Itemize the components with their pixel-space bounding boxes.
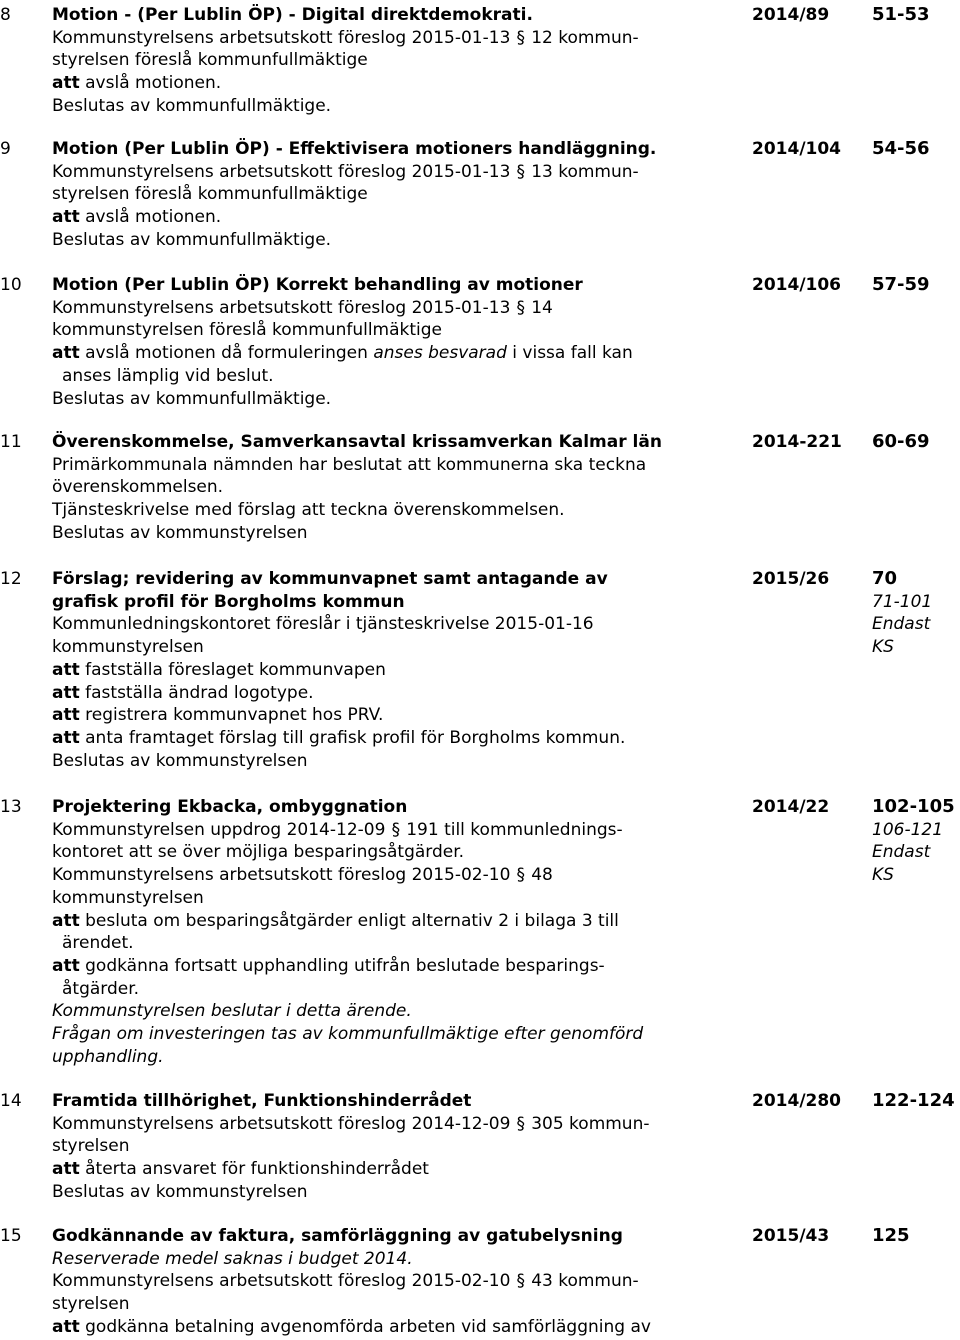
item-pages	[872, 1090, 955, 1113]
item-pages	[872, 568, 932, 659]
item-text-line	[52, 659, 732, 682]
att-keyword: att	[52, 955, 80, 976]
text-segment: Projektering Ekbacka, ombyggnation	[52, 797, 408, 817]
att-keyword: att	[52, 1316, 80, 1337]
item-text-line	[52, 161, 732, 184]
text-segment: 305 kommun-	[525, 1113, 650, 1134]
item-page-range: 51-53	[872, 4, 930, 25]
text-segment: styrelsen föreslå kommunfullmäktige	[52, 184, 368, 205]
text-segment: Kommunstyrelsens arbetsutskott föreslog 2015-01-13	[52, 27, 516, 48]
item-page-range: 125	[872, 1225, 910, 1246]
item-number: 12	[0, 569, 22, 589]
item-diary-number: 2014/89	[752, 5, 830, 25]
item-text-line	[52, 636, 732, 659]
text-segment: Förslag; revidering av kommunvapnet samt antagande av	[52, 569, 608, 589]
text-segment: Kommunstyrelsen beslutar i detta ärende.	[52, 1001, 412, 1022]
item-page-note: 106-121	[872, 819, 944, 840]
item-pages	[872, 138, 930, 161]
item-page-note: KS	[872, 637, 894, 658]
item-number: 9	[0, 139, 11, 159]
text-segment: Beslutas av kommunfullmäktige.	[52, 388, 332, 409]
item-text-line	[52, 49, 732, 72]
item-page-range: 70	[872, 568, 898, 589]
text-segment: ärendet.	[62, 933, 134, 954]
text-segment: avslå motionen då formuleringen	[79, 343, 374, 364]
text-segment: kontoret att se över möjliga besparingsåtgärder.	[52, 842, 465, 863]
item-text-line	[52, 1113, 732, 1136]
item-number: 14	[0, 1091, 22, 1111]
item-text-line	[52, 319, 732, 342]
item-pages	[872, 431, 930, 454]
item-pages	[872, 274, 930, 297]
text-segment: styrelsen	[52, 1136, 130, 1157]
text-segment: Framtida tillhörighet, Funktionshinderrådet	[52, 1091, 472, 1111]
item-text-line	[52, 95, 732, 118]
text-segment: fastställa ändrad logotype.	[79, 682, 314, 703]
item-diary-number: 2014/106	[752, 275, 842, 295]
item-text-line	[52, 727, 732, 750]
text-segment: 13 kommun-	[525, 161, 639, 182]
item-text-line	[52, 297, 732, 320]
text-segment: upphandling.	[52, 1046, 164, 1067]
item-page-range: 102-105	[872, 796, 955, 817]
item-pages	[872, 796, 955, 887]
item-text-line	[52, 1046, 732, 1069]
item-text-line	[52, 388, 732, 411]
item-text-line	[52, 454, 732, 477]
item-text-line	[52, 568, 732, 591]
att-keyword: att	[52, 207, 80, 228]
text-segment: Godkännande av faktura, samförläggning av gatubelysning	[52, 1226, 623, 1246]
item-text-line	[52, 72, 732, 95]
item-text-line	[52, 1181, 732, 1204]
item-text-line	[52, 704, 732, 727]
item-page-range: 57-59	[872, 274, 930, 295]
item-text-line	[52, 499, 732, 522]
item-diary-number: 2015/43	[752, 1226, 830, 1246]
item-text-line	[52, 138, 732, 161]
item-text-line	[52, 887, 732, 910]
text-segment: Kommunstyrelsens arbetsutskott föreslog 2015-01-13	[52, 161, 516, 182]
text-segment: styrelsen föreslå kommunfullmäktige	[52, 50, 368, 71]
text-segment: 14	[525, 297, 553, 318]
item-number: 10	[0, 275, 22, 295]
text-segment: överenskommelsen.	[52, 477, 224, 498]
text-segment: kommunstyrelsen	[52, 887, 204, 908]
section-symbol: §	[516, 297, 526, 318]
item-text-line	[52, 682, 732, 705]
item-page-range: 54-56	[872, 138, 930, 159]
text-segment: i vissa fall kan	[506, 343, 633, 364]
item-text-line	[52, 1000, 732, 1023]
text-segment: 12 kommun-	[525, 27, 639, 48]
text-segment: 48	[525, 865, 553, 886]
item-body	[52, 1090, 732, 1204]
item-text-line	[52, 932, 732, 955]
att-keyword: att	[52, 1159, 80, 1180]
item-pages	[872, 1225, 910, 1248]
text-segment: Kommunstyrelsens arbetsutskott föreslog 2014-12-09	[52, 1113, 516, 1134]
text-segment: Beslutas av kommunfullmäktige.	[52, 229, 332, 250]
item-page-range: 60-69	[872, 431, 930, 452]
item-text-line	[52, 1248, 732, 1271]
item-body	[52, 1225, 732, 1339]
item-text-line	[52, 1225, 732, 1248]
item-text-line	[52, 431, 732, 454]
text-segment: Kommunstyrelsens arbetsutskott föreslog 2015-02-10	[52, 865, 516, 886]
item-text-line	[52, 1270, 732, 1293]
item-number: 13	[0, 797, 22, 817]
section-symbol: §	[391, 819, 401, 840]
item-text-line	[52, 955, 732, 978]
text-segment: avslå motionen.	[79, 207, 222, 228]
item-page-note: 71-101	[872, 591, 933, 612]
item-page-note: Endast	[872, 842, 931, 863]
text-segment: 191 till kommunlednings-	[400, 819, 623, 840]
item-number: 15	[0, 1226, 22, 1246]
item-body	[52, 274, 732, 410]
item-text-line	[52, 27, 732, 50]
text-segment: Beslutas av kommunstyrelsen	[52, 522, 308, 543]
item-number: 11	[0, 432, 22, 452]
text-segment: Kommunstyrelsens arbetsutskott föreslog 2015-02-10	[52, 1271, 516, 1292]
text-segment: anta framtaget förslag till grafisk profil för Borgholms kommun.	[79, 727, 626, 748]
item-body	[52, 138, 732, 252]
text-segment: återta ansvaret för funktionshinderrådet	[79, 1159, 429, 1180]
item-text-line	[52, 342, 732, 365]
text-segment: anses lämplig vid beslut.	[62, 365, 274, 386]
item-body	[52, 568, 732, 772]
item-text-line	[52, 819, 732, 842]
text-segment: registrera kommunvapnet hos PRV.	[79, 705, 384, 726]
item-text-line	[52, 1023, 732, 1046]
text-segment: Frågan om investeringen tas av kommunfullmäktige efter genomförd	[52, 1024, 644, 1045]
item-number: 8	[0, 5, 11, 25]
text-segment: Kommunstyrelsens arbetsutskott föreslog 2015-01-13	[52, 297, 516, 318]
text-segment: åtgärder.	[62, 978, 140, 999]
item-body	[52, 796, 732, 1068]
text-segment: Beslutas av kommunfullmäktige.	[52, 95, 332, 116]
item-diary-number: 2014/22	[752, 797, 830, 817]
item-page-note: Endast	[872, 614, 931, 635]
item-body	[52, 4, 732, 118]
item-text-line	[52, 1090, 732, 1113]
section-symbol: §	[516, 27, 526, 48]
item-diary-number: 2014/104	[752, 139, 842, 159]
item-text-line	[52, 1135, 732, 1158]
item-body	[52, 431, 732, 545]
item-text-line	[52, 476, 732, 499]
text-segment: Motion (Per Lublin ÖP) Korrekt behandling av motioner	[52, 275, 583, 295]
text-segment: godkänna betalning avgenomförda arbeten vid samförläggning av	[79, 1316, 651, 1337]
item-text-line	[52, 4, 732, 27]
text-segment: avslå motionen.	[79, 73, 222, 94]
text-segment: anses besvarad	[373, 343, 507, 364]
att-keyword: att	[52, 727, 80, 748]
item-text-line	[52, 864, 732, 887]
text-segment: Kommunstyrelsen uppdrog 2014-12-09	[52, 819, 391, 840]
text-segment: fastställa föreslaget kommunvapen	[79, 659, 386, 680]
item-text-line	[52, 1316, 732, 1339]
item-diary-number: 2015/26	[752, 569, 830, 589]
item-text-line	[52, 522, 732, 545]
att-keyword: att	[52, 343, 80, 364]
item-text-line	[52, 1293, 732, 1316]
text-segment: kommunstyrelsen	[52, 637, 204, 658]
item-text-line	[52, 750, 732, 773]
section-symbol: §	[516, 865, 526, 886]
section-symbol: §	[516, 1113, 526, 1134]
section-symbol: §	[516, 1271, 526, 1292]
item-diary-number: 2014-221	[752, 432, 842, 452]
text-segment: Kommunledningskontoret föreslår i tjänsteskrivelse 2015-01-16	[52, 614, 594, 635]
item-text-line	[52, 206, 732, 229]
section-symbol: §	[516, 161, 526, 182]
item-text-line	[52, 365, 732, 388]
text-segment: Motion - (Per Lublin ÖP) - Digital direktdemokrati.	[52, 5, 533, 25]
item-text-line	[52, 613, 732, 636]
item-text-line	[52, 1158, 732, 1181]
text-segment: Reserverade medel saknas i budget 2014.	[52, 1248, 413, 1269]
text-segment: Beslutas av kommunstyrelsen	[52, 750, 308, 771]
text-segment: besluta om besparingsåtgärder enligt alternativ 2 i bilaga 3 till	[79, 910, 619, 931]
text-segment: kommunstyrelsen föreslå kommunfullmäktige	[52, 320, 443, 341]
item-page-range: 122-124	[872, 1090, 955, 1111]
item-text-line	[52, 978, 732, 1001]
item-page-note: KS	[872, 865, 894, 886]
att-keyword: att	[52, 73, 80, 94]
text-segment: grafisk profil för Borgholms kommun	[52, 591, 405, 612]
item-diary-number: 2014/280	[752, 1091, 842, 1111]
item-text-line	[52, 229, 732, 252]
text-segment: Primärkommunala nämnden har beslutat att kommunerna ska teckna	[52, 454, 647, 475]
text-segment: styrelsen	[52, 1294, 130, 1315]
att-keyword: att	[52, 659, 80, 680]
text-segment: Beslutas av kommunstyrelsen	[52, 1181, 308, 1202]
item-text-line	[52, 591, 732, 614]
item-text-line	[52, 183, 732, 206]
att-keyword: att	[52, 910, 80, 931]
item-text-line	[52, 841, 732, 864]
item-text-line	[52, 796, 732, 819]
text-segment: godkänna fortsatt upphandling utifrån beslutade besparings-	[79, 955, 605, 976]
text-segment: 43 kommun-	[525, 1271, 639, 1292]
text-segment: Motion (Per Lublin ÖP) - Effektivisera motioners handläggning.	[52, 139, 657, 159]
item-text-line	[52, 274, 732, 297]
text-segment: Tjänsteskrivelse med förslag att teckna överenskommelsen.	[52, 500, 565, 521]
item-pages	[872, 4, 930, 27]
att-keyword: att	[52, 705, 80, 726]
item-text-line	[52, 910, 732, 933]
text-segment: Överenskommelse, Samverkansavtal krissamverkan Kalmar län	[52, 432, 662, 452]
att-keyword: att	[52, 682, 80, 703]
